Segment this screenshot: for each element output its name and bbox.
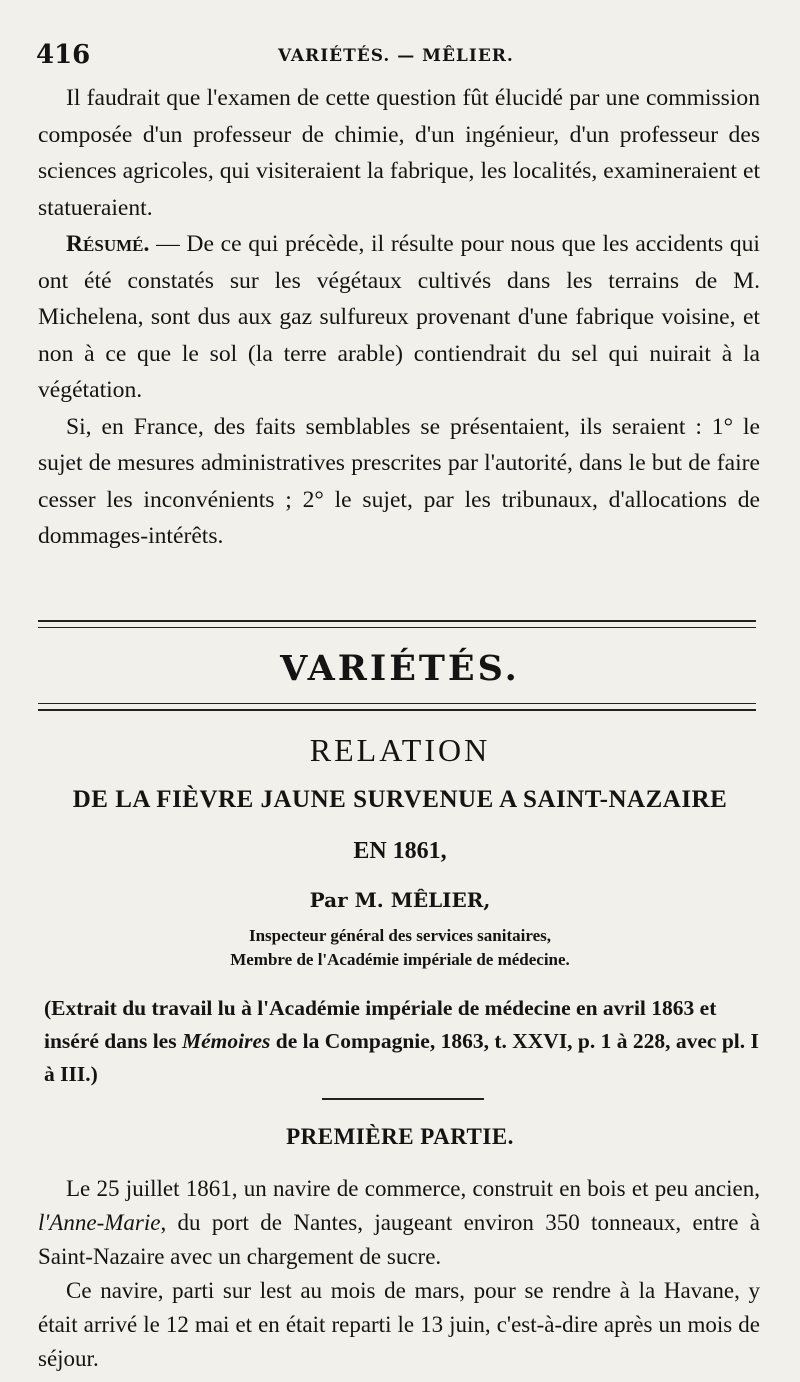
paragraph-france: Si, en France, des faits semblables se présentaient, ils seraient : 1° le sujet de mesures administratives prescrites par l'autorité, dans le but de faire cesser les inconvénients ; 2° le sujet, par les tribunaux, d'allocations de dommages-intérêts.: [38, 413, 760, 549]
section-title: VARIÉTÉS.: [280, 648, 520, 689]
extract-note: (Extrait du travail lu à l'Académie impériale de médecine en avril 1863 et inséré dans les Mémoires de la Compagnie, 1863, t. XXVI, p. 1 à 228, avec pl. I à III.): [44, 996, 759, 1086]
part-text-block: [38, 1172, 760, 1376]
short-divider: [322, 1098, 484, 1100]
paragraph-commission: Il faudrait que l'examen de cette question fût élucidé par une commission composée d'un professeur de chimie, d'un ingénieur, d'un professeur des sciences agricoles, qui visiteraient la fabrique, les localités, examineraient et statueraient.: [38, 85, 760, 221]
resume-text: — De ce qui précède, il résulte pour nous que les accidents qui ont été constatés sur les végétaux cultivés dans les terrains de M. Michelena, sont dus aux gaz sulfureux provenant d'une fabrique voisine, et non à ce que le sol (la terre arable) contiendrait du sel qui nuirait à la végétation.: [38, 231, 760, 403]
section-rule-top: [38, 620, 756, 622]
page-header: [36, 40, 780, 76]
page-number: 416: [36, 40, 91, 70]
section-rule-bottom-thin: [38, 703, 756, 704]
resume-label: Résumé.: [66, 231, 150, 257]
article-year: EN 1861,: [353, 838, 447, 864]
top-text-block: [38, 80, 760, 555]
paragraph-havane: Ce navire, parti sur lest au mois de mars, pour se rendre à la Havane, y était arrivé le 12 mai et en était reparti le 13 juin, c'est-à-dire après un mois de séjour.: [38, 1278, 760, 1371]
author-credential-2: Membre de l'Académie impériale de médecine.: [230, 950, 570, 969]
article-title: RELATION: [309, 732, 491, 768]
ship-name: l'Anne-Marie: [38, 1210, 161, 1235]
paragraph-resume: [38, 226, 760, 409]
article-author: Par M. MÊLIER,: [309, 888, 491, 912]
part-title: PREMIÈRE PARTIE.: [286, 1124, 514, 1149]
extract-italic: Mémoires: [181, 1029, 271, 1053]
section-rule-bottom: [38, 709, 756, 711]
article-subtitle: DE LA FIÈVRE JAUNE SURVENUE A SAINT-NAZAIRE: [72, 786, 728, 813]
paragraph-navire: Le 25 juillet 1861, un navire de commerce, construit en bois et peu ancien, l'Anne-Marie, du port de Nantes, jaugeant environ 350 tonneaux, entre à Saint-Nazaire avec un chargement de sucre.: [38, 1176, 760, 1269]
author-credential-1: Inspecteur général des services sanitaires,: [248, 926, 552, 945]
section-rule-top-thin: [38, 627, 756, 628]
running-head: VARIÉTÉS. — MÊLIER.: [278, 46, 514, 66]
